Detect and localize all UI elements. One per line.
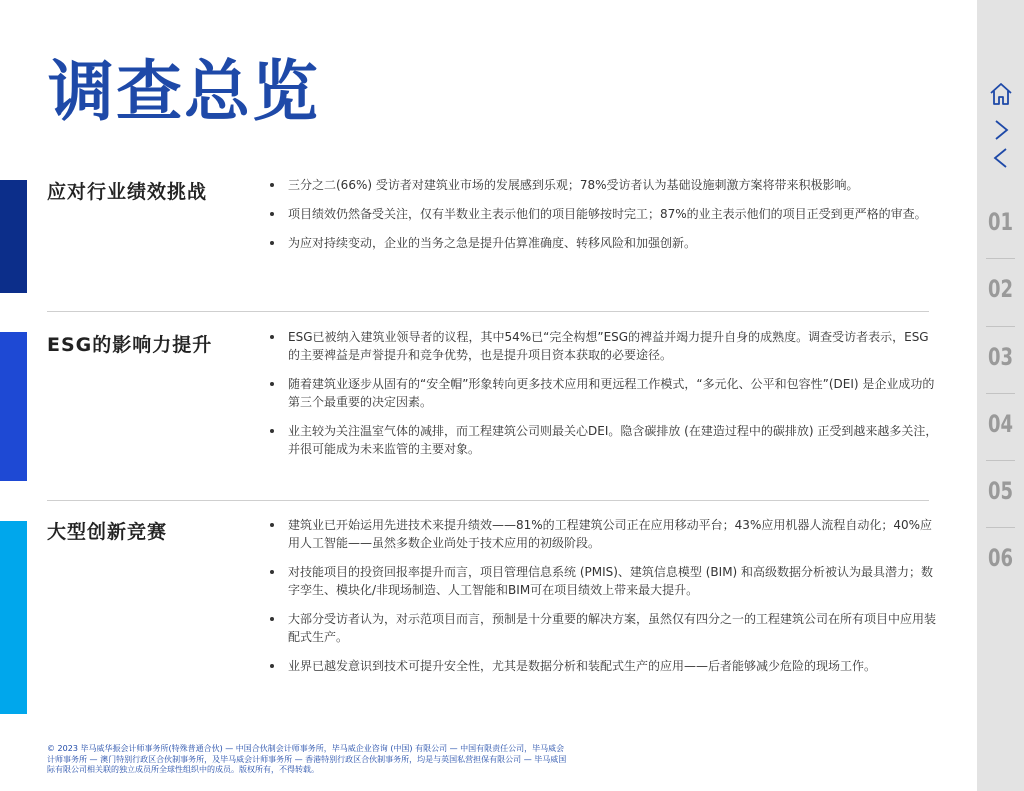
list-item: ESG已被纳入建筑业领导者的议程，其中54%已“完全构想”ESG的裨益并竭力提升自身的成熟度。调查受访者表示，ESG的主要裨益是声誉提升和竞争优势，也是提升项目资本获取的必要途径。 — [268, 328, 938, 364]
section-accent-bar — [0, 521, 27, 714]
list-item: 业界已越发意识到技术可提升安全性，尤其是数据分析和装配式生产的应用——后者能够减少危险的现场工作。 — [268, 657, 938, 675]
section-title: 大型创新竞赛 — [47, 521, 168, 543]
list-item: 随着建筑业逐步从固有的“安全帽”形象转向更多技术应用和更远程工作模式，“多元化、公平和包容性”(DEI) 是企业成功的第三个最重要的决定因素。 — [268, 375, 938, 411]
chapter-link-04[interactable]: 04 — [987, 410, 1014, 438]
bullet-list — [268, 516, 938, 686]
chapter-link-06[interactable]: 06 — [987, 544, 1014, 572]
list-item: 为应对持续变动，企业的当务之急是提升估算准确度、转移风险和加强创新。 — [268, 234, 938, 252]
section-divider — [47, 500, 929, 501]
list-item: 业主较为关注温室气体的减排，而工程建筑公司则最关心DEI。隐含碳排放 (在建造过程中的碳排放) 正受到越来越多关注，并很可能成为未来监管的主要对象。 — [268, 422, 938, 458]
section-divider — [47, 311, 929, 312]
nav-divider — [986, 258, 1015, 259]
chevron-left-icon[interactable] — [977, 146, 1024, 170]
list-item: 对技能项目的投资回报率提升而言，项目管理信息系统 (PMIS)、建筑信息模型 (BIM) 和高级数据分析被认为最具潜力；数字孪生、模块化/非现场制造、人工智能和BIM可在项目绩效上带来最大提升。 — [268, 563, 938, 599]
home-icon[interactable] — [977, 80, 1024, 108]
chapter-link-03[interactable]: 03 — [987, 343, 1014, 371]
bullet-list — [268, 328, 938, 469]
section-accent-bar — [0, 332, 27, 481]
chapter-link-02[interactable]: 02 — [987, 275, 1014, 303]
nav-divider — [986, 527, 1015, 528]
chapter-sidebar — [977, 0, 1024, 791]
nav-divider — [986, 460, 1015, 461]
chevron-right-icon[interactable] — [977, 118, 1024, 142]
list-item: 项目绩效仍然备受关注，仅有半数业主表示他们的项目能够按时完工；87%的业主表示他们的项目正受到更严格的审查。 — [268, 205, 938, 223]
page-title: 调查总览 — [48, 53, 320, 130]
list-item: 建筑业已开始运用先进技术来提升绩效——81%的工程建筑公司正在应用移动平台；43%应用机器人流程自动化；40%应用人工智能——虽然多数企业尚处于技术应用的初级阶段。 — [268, 516, 938, 552]
bullet-list — [268, 176, 938, 263]
section-title: 应对行业绩效挑战 — [47, 181, 208, 203]
section-accent-bar — [0, 180, 27, 293]
list-item: 三分之二(66%) 受访者对建筑业市场的发展感到乐观；78%受访者认为基础设施刺激方案将带来积极影响。 — [268, 176, 938, 194]
list-item: 大部分受访者认为，对示范项目而言，预制是十分重要的解决方案，虽然仅有四分之一的工程建筑公司在所有项目中应用装配式生产。 — [268, 610, 938, 646]
chapter-link-05[interactable]: 05 — [987, 477, 1014, 505]
section-title: ESG的影响力提升 — [47, 334, 213, 356]
nav-divider — [986, 326, 1015, 327]
nav-divider — [986, 393, 1015, 394]
chapter-link-01[interactable]: 01 — [987, 208, 1014, 236]
copyright-footer: © 2023 毕马威华振会计师事务所(特殊普通合伙) — 中国合伙制会计师事务所，毕马威企业咨询 (中国) 有限公司 — 中国有限责任公司，毕马威会计师事务所 — 澳门特别行政区合伙制事务所，及毕马威会计师事务所 — 香港特别行政区合伙制事务所，均是与英国私营担保有限公司 — 毕马威国际有限公司相关联的独立成员所全球性组织中的成员。版权所有，不得转载。 — [47, 744, 567, 774]
